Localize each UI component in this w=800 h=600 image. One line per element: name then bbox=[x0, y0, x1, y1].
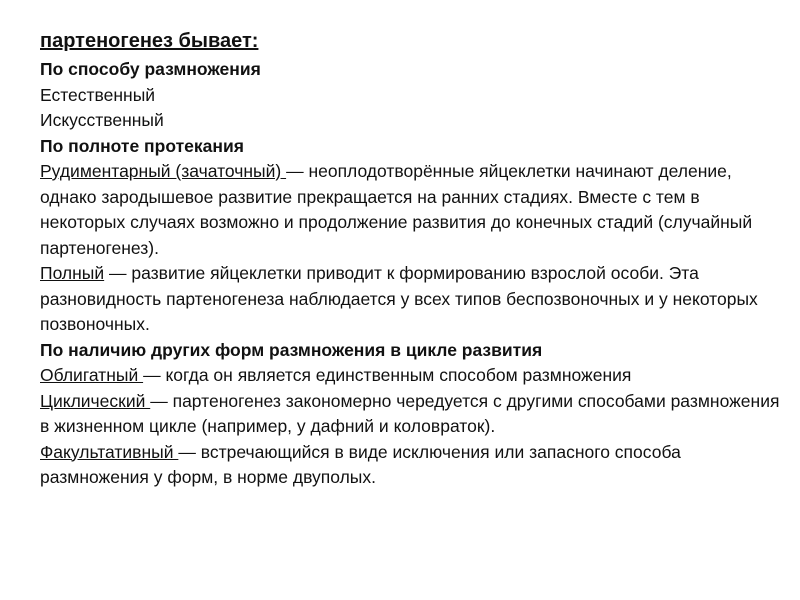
section-heading-completeness: По полноте протекания bbox=[40, 135, 244, 156]
desc-facultative: — встречающийся в виде исключения или запасного способа размножения у форм, в норме двуполых. bbox=[40, 441, 681, 487]
section-heading-method: По способу размножения bbox=[40, 59, 261, 79]
term-obligate: Облигатный bbox=[40, 365, 144, 385]
desc-cyclic: — партеногенез закономерно чередуется с другими способами размножения в жизненном цикле (например, у дафний и коловраток). bbox=[40, 390, 780, 436]
term-rudimentary: Рудиментарный (зачаточный) bbox=[40, 161, 287, 181]
item-rudimentary bbox=[40, 159, 780, 261]
slide-content bbox=[40, 26, 780, 491]
item-natural: Естественный bbox=[40, 84, 156, 105]
slide-title: партеногенез бывает: bbox=[40, 30, 259, 52]
desc-rudimentary: — неоплодотворённые яйцеклетки начинают деление, однако зародышевое развитие прекращается на ранних стадиях. Вместе с тем в некоторых случаях возможно и продолжение развития до конечных стадий (случайный партеногенез). bbox=[40, 161, 753, 258]
item-artificial: Искусственный bbox=[40, 110, 164, 130]
item-cyclic bbox=[40, 389, 780, 440]
section-heading-other-forms: По наличию других форм размножения в цикле развития bbox=[40, 339, 543, 360]
item-obligate bbox=[40, 363, 780, 389]
item-facultative bbox=[40, 440, 780, 491]
desc-complete: — развитие яйцеклетки приводит к формированию взрослой особи. Эта разновидность партеногенеза наблюдается у всех типов беспозвоночных и у некоторых позвоночных. bbox=[40, 263, 758, 334]
item-complete bbox=[40, 261, 780, 338]
term-facultative: Факультативный bbox=[40, 441, 179, 462]
term-complete: Полный bbox=[40, 263, 105, 283]
term-cyclic: Циклический bbox=[40, 390, 151, 411]
desc-obligate: — когда он является единственным способом размножения bbox=[143, 365, 632, 385]
